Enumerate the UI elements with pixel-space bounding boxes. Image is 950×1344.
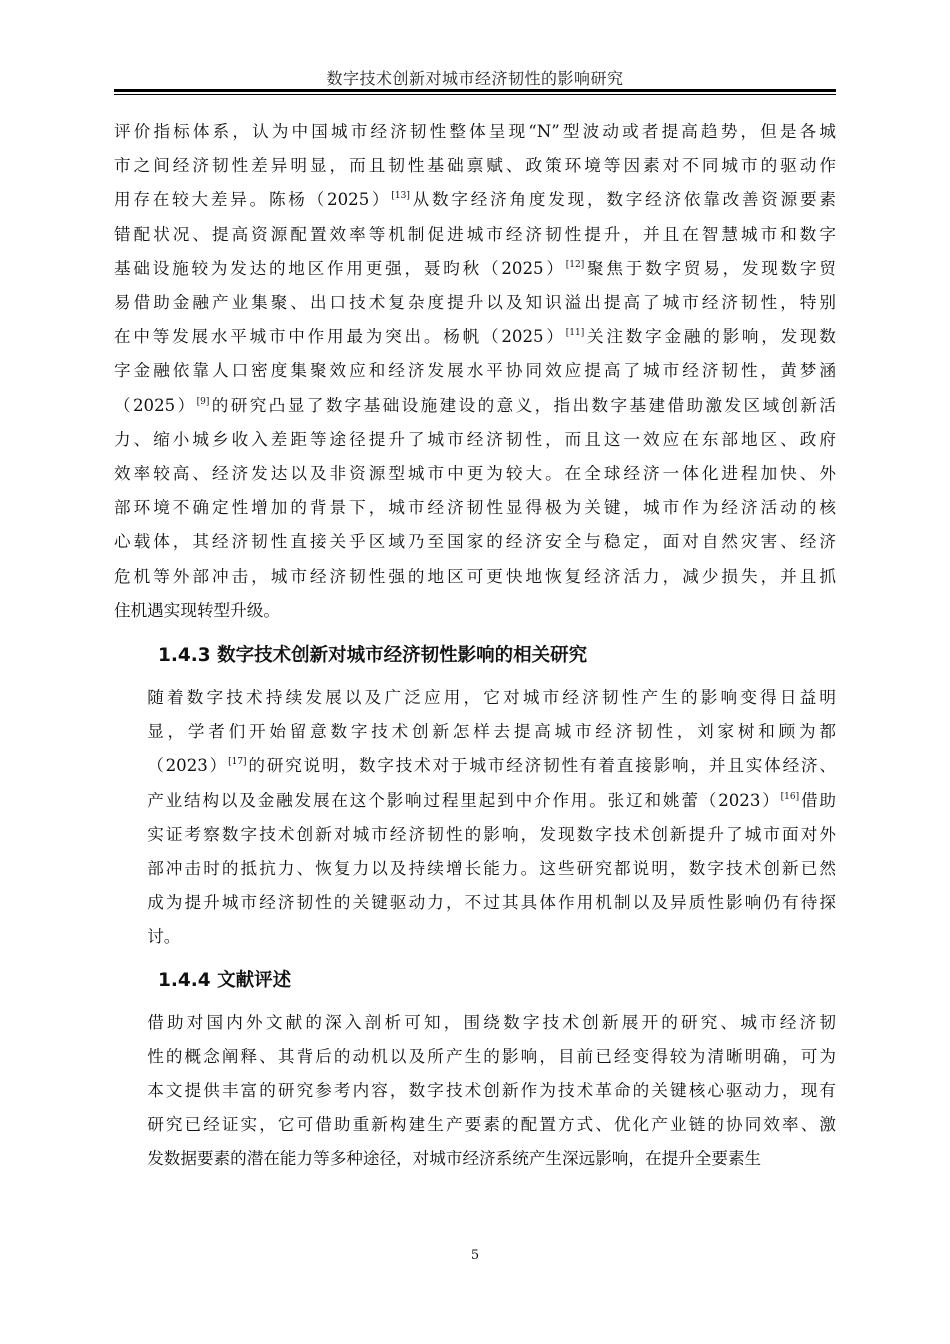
text-line	[114, 1108, 836, 1142]
text-line	[114, 115, 836, 149]
text-run: （2025）	[114, 395, 197, 415]
text-line	[114, 491, 836, 525]
text-line	[114, 818, 836, 852]
text-line	[114, 320, 836, 354]
text-run: 成为提升城市经济韧性的关键驱动力，不过其具体作用机制以及异质性影响仍有待探	[147, 893, 836, 913]
text-line	[114, 423, 836, 457]
citation-ref: [16]	[780, 791, 800, 802]
page-number: 5	[470, 1248, 480, 1263]
text-run: 关注数字金融的影响，发现数	[584, 327, 837, 347]
text-line	[114, 252, 836, 286]
paragraph-2	[114, 681, 836, 955]
text-line	[114, 784, 836, 818]
text-run: 的研究说明，数字技术对于城市经济韧性有着直接影响，并且实体经济、	[246, 756, 837, 776]
text-run: 字金融依靠人口密度集聚效应和经济发展水平协同效应提高了城市经济韧性，黄梦涵	[114, 361, 836, 381]
text-line	[114, 1006, 836, 1040]
text-line	[114, 183, 836, 217]
text-line	[114, 286, 836, 320]
text-run: （2023）	[147, 756, 229, 776]
text-run: 错配状况、提高资源配置效率等机制促进城市经济韧性提升，并且在智慧城市和数字	[114, 224, 836, 244]
text-run: 心载体，其经济韧性直接关乎区域乃至国家的经济安全与稳定，面对自然灾害、经济	[114, 532, 836, 552]
header-rule-thin	[114, 94, 836, 95]
header-title: 数字技术创新对城市经济韧性的影响研究	[326, 69, 624, 88]
text-line	[114, 886, 836, 920]
text-line	[114, 852, 836, 886]
paragraph-1	[114, 115, 836, 628]
text-run: 市之间经济韧性差异明显，而且韧性基础禀赋、政策环境等因素对不同城市的驱动作	[114, 156, 836, 176]
text-line	[114, 1040, 836, 1074]
paragraph-3	[114, 1006, 836, 1177]
text-line	[114, 457, 836, 491]
citation-ref: [12]	[565, 259, 585, 270]
text-line	[114, 525, 836, 559]
text-run: 实证考察数字技术创新对城市经济韧性的影响，发现数字技术创新提升了城市面对外	[147, 824, 836, 844]
text-run: 聚焦于数字贸易，发现数字贸	[584, 258, 837, 278]
text-run: 显，学者们开始留意数字技术创新怎样去提高城市经济韧性，刘家树和顾为都	[147, 722, 836, 742]
text-run: 易借助金融产业集聚、出口技术复杂度提升以及知识溢出提高了城市经济韧性，特别	[114, 293, 836, 313]
text-run: 讨。	[147, 927, 181, 947]
text-run: 评价指标体系，认为中国城市经济韧性整体呈现“N”型波动或者提高趋势，但是各城	[114, 122, 836, 141]
citation-ref: [9]	[196, 396, 210, 407]
text-run: 研究已经证实，它可借助重新构建生产要素的配置方式、优化产业链的协同效率、激	[147, 1115, 836, 1135]
text-line	[114, 354, 836, 388]
text-run: 借助	[799, 790, 836, 810]
citation-ref: [13]	[391, 191, 410, 202]
text-line	[114, 389, 836, 423]
section-heading-1-4-4: 1.4.4 文献评述	[158, 969, 292, 991]
text-line	[114, 149, 836, 183]
citation-ref: [11]	[565, 328, 585, 339]
text-run: 随着数字技术持续发展以及广泛应用，它对城市经济韧性产生的影响变得日益明	[147, 688, 836, 708]
section-heading-1-4-3: 1.4.3 数字技术创新对城市经济韧性影响的相关研究	[158, 645, 588, 667]
page-body	[114, 115, 836, 1177]
text-line	[114, 1142, 836, 1176]
header-rule-thick	[114, 89, 836, 92]
text-line	[114, 920, 836, 954]
text-line	[114, 594, 836, 628]
text-run: 危机等外部冲击，城市经济韧性强的地区可更快地恢复经济活力，减少损失，并且抓	[114, 566, 836, 586]
text-run: 用存在较大差异。陈杨（2025）	[114, 190, 392, 210]
text-run: 效率较高、经济发达以及非资源型城市中更为较大。在全球经济一体化进程加快、外	[114, 464, 836, 484]
citation-ref: [17]	[228, 757, 247, 768]
text-run: 部冲击时的抵抗力、恢复力以及持续增长能力。这些研究都说明，数字技术创新已然	[147, 859, 836, 879]
text-run: 本文提供丰富的研究参考内容，数字技术创新作为技术革命的关键核心驱动力，现有	[147, 1081, 836, 1101]
text-line	[114, 715, 836, 749]
text-line	[114, 1074, 836, 1108]
text-run: 性的概念阐释、其背后的动机以及所产生的影响，目前已经变得较为清晰明确，可为	[147, 1046, 836, 1066]
text-run: 从数字经济角度发现，数字经济依靠改善资源要素	[409, 190, 836, 210]
text-run: 住机遇实现转型升级。	[114, 600, 280, 620]
text-line	[114, 218, 836, 252]
text-run: 基础设施较为发达的地区作用更强，聂昀秋（2025）	[114, 258, 566, 278]
text-line	[114, 749, 836, 783]
text-run: 产业结构以及金融发展在这个影响过程里起到中介作用。张辽和姚蕾（2023）	[147, 790, 781, 810]
text-line	[114, 681, 836, 715]
text-run: 部环境不确定性增加的背景下，城市经济韧性显得极为关键，城市作为经济活动的核	[114, 498, 836, 518]
text-line	[114, 560, 836, 594]
text-run: 发数据要素的潜在能力等多种途径，对城市经济系统产生深远影响，在提升全要素生	[147, 1149, 762, 1169]
text-run: 借助对国内外文献的深入剖析可知，围绕数字技术创新展开的研究、城市经济韧	[147, 1012, 836, 1032]
text-run: 在中等发展水平城市中作用最为突出。杨帆（2025）	[114, 327, 566, 347]
text-run: 的研究凸显了数字基础设施建设的意义，指出数字基建借助激发区域创新活	[209, 395, 836, 415]
text-run: 力、缩小城乡收入差距等途径提升了城市经济韧性，而且这一效应在东部地区、政府	[114, 429, 836, 449]
